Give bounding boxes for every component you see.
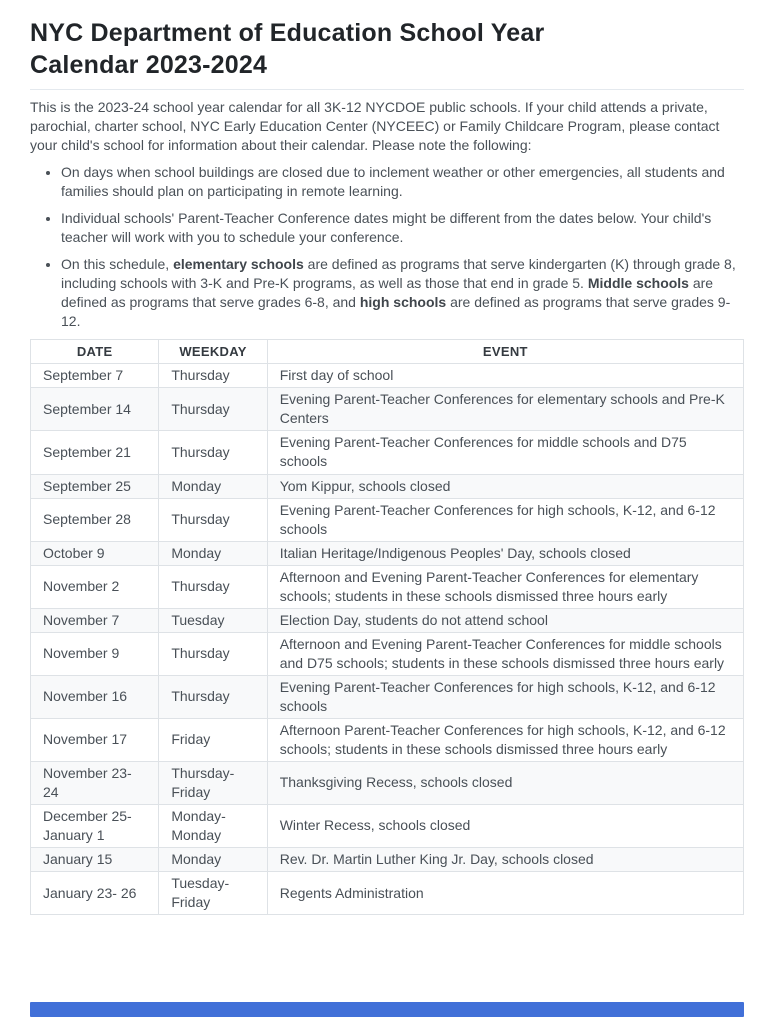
date-cell: December 25-January 1 [31,804,159,847]
footer-bar [30,1002,744,1017]
column-header-weekday: WEEKDAY [159,340,267,364]
notes-list [30,163,744,331]
weekday-cell: Thursday [159,388,267,431]
note-bold-term: elementary schools [173,256,304,273]
note-bold-term: high schools [359,294,447,311]
table-row [31,632,744,675]
weekday-cell: Monday [159,541,267,565]
table-row [31,565,744,608]
weekday-cell: Friday [159,718,267,761]
event-cell: Italian Heritage/Indigenous Peoples' Day, schools closed [267,541,743,565]
calendar-page [0,18,772,915]
table-header-row [31,340,744,364]
table-body [31,364,744,915]
event-cell: Evening Parent-Teacher Conferences for elementary schools and Pre-K Centers [267,388,743,431]
note-item [61,255,744,331]
note-text: are defined as programs that serve grades 6-8, and [61,275,714,311]
table-row [31,498,744,541]
weekday-cell: Monday [159,474,267,498]
table-row [31,364,744,388]
event-cell: Yom Kippur, schools closed [267,474,743,498]
event-cell: Regents Administration [267,872,743,915]
table-row [31,431,744,474]
note-bold-term: Middle schools [587,275,689,292]
note-item [61,209,744,247]
table-row [31,388,744,431]
date-cell: November 9 [31,632,159,675]
date-cell: November 16 [31,675,159,718]
note-item [61,163,744,201]
weekday-cell: Thursday [159,498,267,541]
weekday-cell: Monday [159,848,267,872]
date-cell: September 28 [31,498,159,541]
note-text: are defined as programs that serve kindergarten (K) through grade 8, including schools with 3-K and Pre-K programs, as well as those that end in grade 5. [61,256,736,292]
date-cell: September 14 [31,388,159,431]
date-cell: September 7 [31,364,159,388]
date-cell: November 17 [31,718,159,761]
date-cell: September 25 [31,474,159,498]
calendar-table [30,339,744,915]
table-row [31,718,744,761]
note-text: On days when school buildings are closed due to inclement weather or other emergencies, all students and families should plan on participating in remote learning. [61,164,725,200]
date-cell: November 23-24 [31,761,159,804]
weekday-cell: Thursday [159,364,267,388]
event-cell: Evening Parent-Teacher Conferences for middle schools and D75 schools [267,431,743,474]
column-header-event: EVENT [267,340,743,364]
event-cell: Rev. Dr. Martin Luther King Jr. Day, schools closed [267,848,743,872]
event-cell: Afternoon Parent-Teacher Conferences for high schools, K-12, and 6-12 schools; students in these schools dismissed three hours early [267,718,743,761]
date-cell: January 23- 26 [31,872,159,915]
table-row [31,848,744,872]
weekday-cell: Thursday [159,565,267,608]
date-cell: September 21 [31,431,159,474]
weekday-cell: Thursday [159,675,267,718]
weekday-cell: Monday-Monday [159,804,267,847]
table-row [31,872,744,915]
date-cell: October 9 [31,541,159,565]
page-title: NYC Department of Education School Year Calendar 2023-2024 [30,19,545,79]
column-header-date: DATE [31,340,159,364]
intro-paragraph: This is the 2023-24 school year calendar for all 3K-12 NYCDOE public schools. If your child attends a private, parochial, charter school, NYC Early Education Center (NYCEEC) or Family Childcare Program, please contact your child's school for information about their calendar. Please note the following: [30,99,720,154]
weekday-cell: Tuesday-Friday [159,872,267,915]
date-cell: November 7 [31,608,159,632]
table-header [31,340,744,364]
weekday-cell: Thursday-Friday [159,761,267,804]
note-text: are defined as programs that serve grades 9-12. [61,294,731,330]
date-cell: November 2 [31,565,159,608]
weekday-cell: Thursday [159,431,267,474]
table-row [31,761,744,804]
weekday-cell: Thursday [159,632,267,675]
weekday-cell: Tuesday [159,608,267,632]
event-cell: First day of school [267,364,743,388]
event-cell: Afternoon and Evening Parent-Teacher Conferences for middle schools and D75 schools; students in these schools dismissed three hours early [267,632,743,675]
table-row [31,804,744,847]
event-cell: Winter Recess, schools closed [267,804,743,847]
event-cell: Evening Parent-Teacher Conferences for high schools, K-12, and 6-12 schools [267,675,743,718]
title-divider [30,89,744,90]
event-cell: Election Day, students do not attend school [267,608,743,632]
event-cell: Afternoon and Evening Parent-Teacher Conferences for elementary schools; students in these schools dismissed three hours early [267,565,743,608]
event-cell: Evening Parent-Teacher Conferences for high schools, K-12, and 6-12 schools [267,498,743,541]
table-row [31,541,744,565]
table-row [31,474,744,498]
table-row [31,608,744,632]
table-row [31,675,744,718]
date-cell: January 15 [31,848,159,872]
note-text: On this schedule, [61,256,174,273]
event-cell: Thanksgiving Recess, schools closed [267,761,743,804]
note-text: Individual schools' Parent-Teacher Conference dates might be different from the dates below. Your child's teacher will work with you to schedule your conference. [61,210,712,246]
